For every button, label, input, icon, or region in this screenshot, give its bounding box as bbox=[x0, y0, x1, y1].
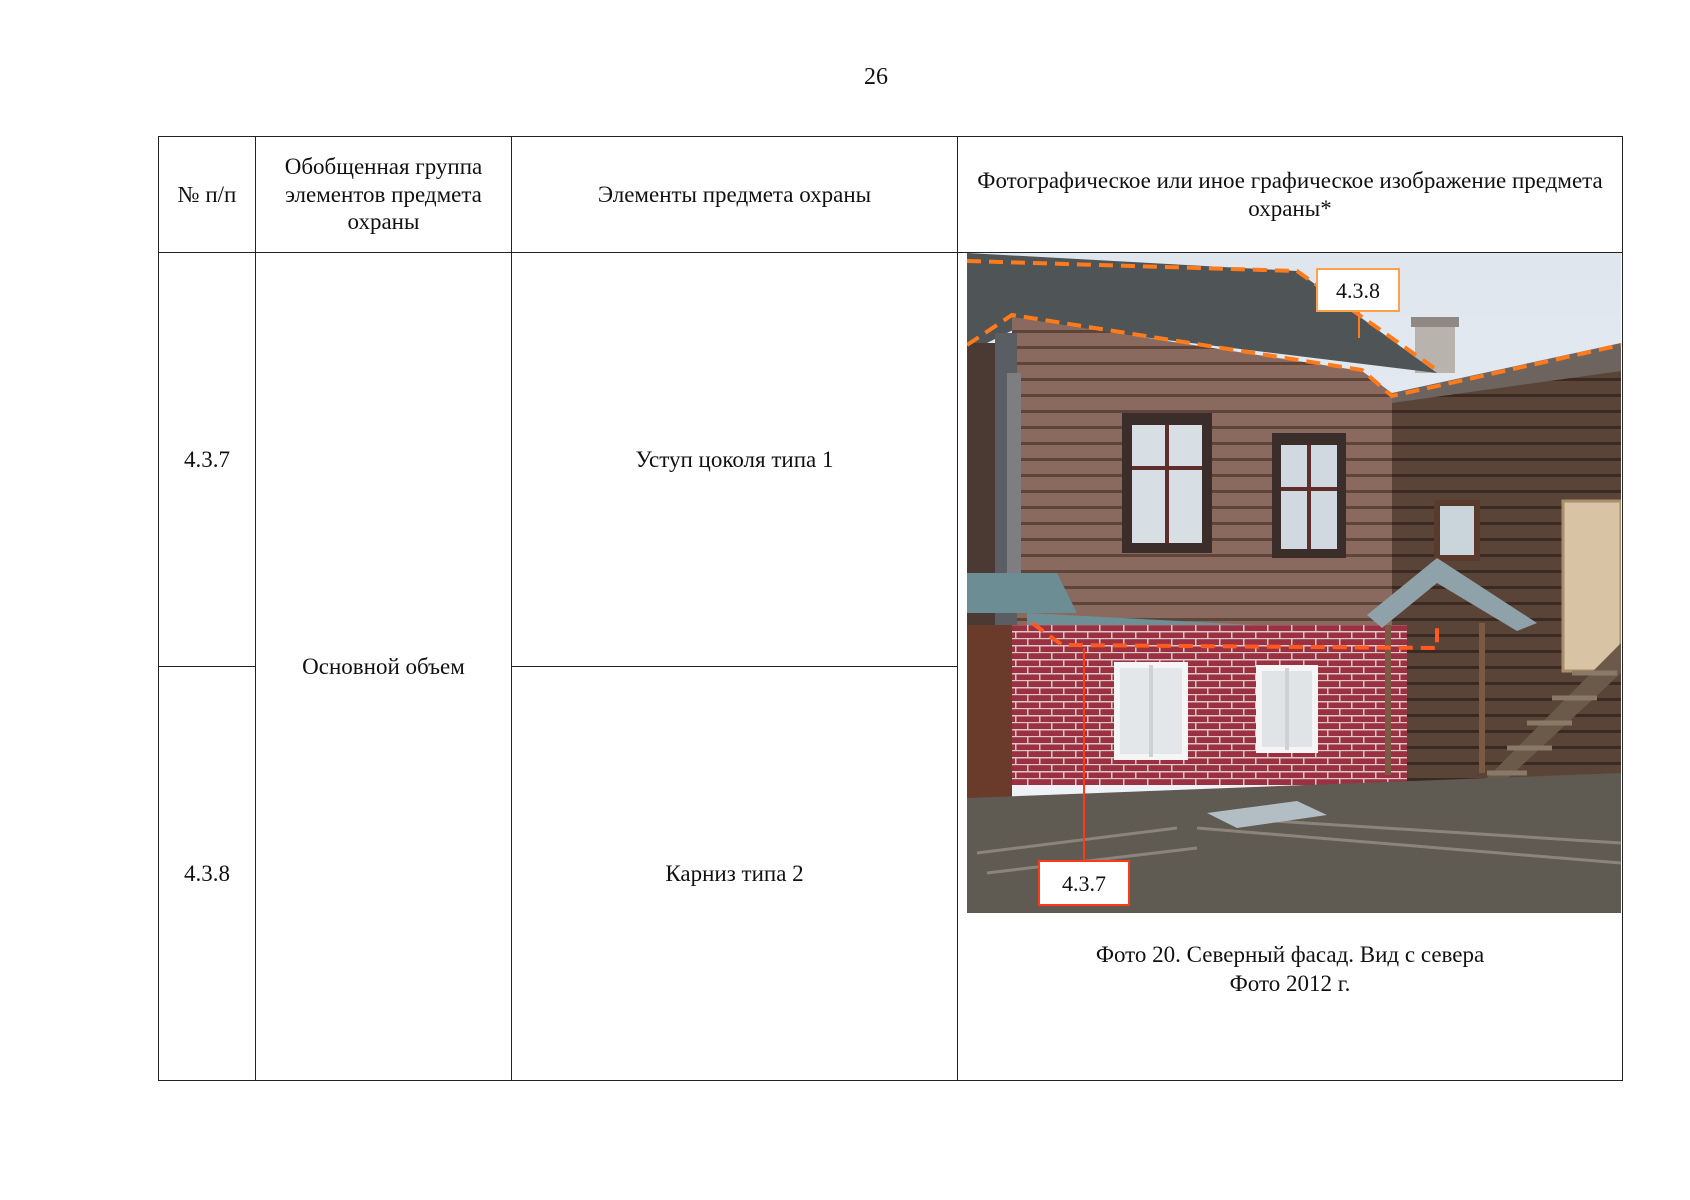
table-row bbox=[159, 253, 1623, 667]
row-element: Карниз типа 2 bbox=[512, 667, 958, 1081]
row-element: Уступ цоколя типа 1 bbox=[512, 253, 958, 667]
row-num: 4.3.7 bbox=[159, 253, 256, 667]
header-group: Обобщенная группа элементов предмета охраны bbox=[256, 137, 512, 253]
protected-elements-table bbox=[158, 136, 1623, 1081]
row-num: 4.3.8 bbox=[159, 667, 256, 1081]
header-image: Фотографическое или иное графическое изображение предмета охраны* bbox=[958, 137, 1623, 253]
photo-cell bbox=[958, 253, 1623, 1081]
label-4-3-8: 4.3.8 bbox=[1336, 278, 1380, 303]
facade-photo bbox=[967, 253, 1621, 913]
label-4-3-7: 4.3.7 bbox=[1062, 871, 1106, 896]
page-number: 26 bbox=[864, 64, 888, 90]
table-header-row bbox=[159, 137, 1623, 253]
photo-caption bbox=[958, 941, 1622, 999]
group-cell: Основной объем bbox=[256, 253, 512, 1081]
header-elements: Элементы предмета охраны bbox=[512, 137, 958, 253]
caption-line-1: Фото 20. Северный фасад. Вид с севера bbox=[1095, 942, 1485, 967]
header-num: № п/п bbox=[159, 137, 256, 253]
caption-line-2: Фото 2012 г. bbox=[1229, 970, 1351, 996]
